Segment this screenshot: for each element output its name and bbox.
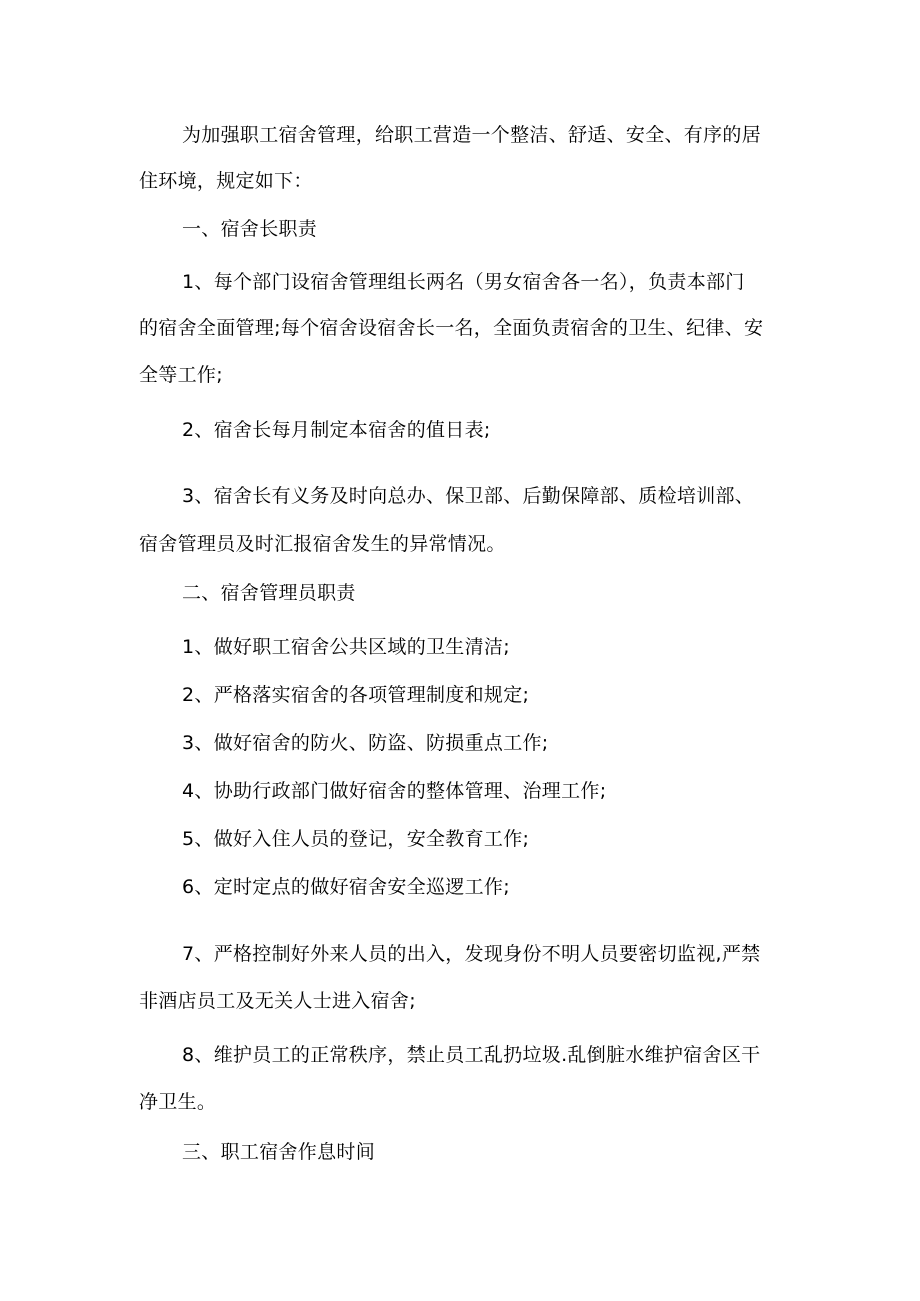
s1-item3-line-1: 3、宿舍长有义务及时向总办、保卫部、后勤保障部、质检培训部、 (182, 485, 755, 507)
s1-item1-line-3: 全等工作; (139, 364, 223, 386)
s2-item4: 4、协助行政部门做好宿舍的整体管理、治理工作; (182, 780, 607, 802)
s2-item2: 2、严格落实宿舍的各项管理制度和规定; (182, 684, 530, 706)
s2-item7-line-2: 非酒店员工及无关人士进入宿舍; (139, 990, 416, 1012)
intro-line-1: 为加强职工宿舍管理，给职工营造一个整洁、舒适、安全、有序的居 (182, 124, 762, 146)
s2-item8-line-1: 8、维护员工的正常秩序，禁止员工乱扔垃圾.乱倒脏水维护宿舍区干 (182, 1044, 761, 1066)
s1-item1-line-1: 1、每个部门设宿舍管理组长两名（男女宿舍各一名），负责本部门 (182, 271, 745, 293)
s2-item5: 5、做好入住人员的登记，安全教育工作; (182, 828, 530, 850)
intro-line-2: 住环境，规定如下： (139, 170, 313, 192)
section-heading-3: 三、职工宿舍作息时间 (182, 1141, 376, 1163)
s2-item7-line-1: 7、严格控制好外来人员的出入，发现身份不明人员要密切监视,严禁 (182, 943, 761, 965)
s2-item1: 1、做好职工宿舍公共区域的卫生清洁; (182, 636, 510, 658)
s1-item3-line-2: 宿舍管理员及时汇报宿舍发生的异常情况。 (139, 533, 506, 555)
s1-item1-line-2: 的宿舍全面管理;每个宿舍设宿舍长一名，全面负责宿舍的卫生、纪律、安 (139, 317, 764, 339)
s1-item2: 2、宿舍长每月制定本宿舍的值日表; (182, 419, 491, 441)
s2-item6: 6、定时定点的做好宿舍安全巡逻工作; (182, 876, 510, 898)
section-heading-2: 二、宿舍管理员职责 (182, 582, 356, 604)
section-heading-1: 一、宿舍长职责 (182, 218, 318, 240)
s2-item3: 3、做好宿舍的防火、防盗、防损重点工作; (182, 732, 549, 754)
s2-item8-line-2: 净卫生。 (139, 1091, 217, 1113)
